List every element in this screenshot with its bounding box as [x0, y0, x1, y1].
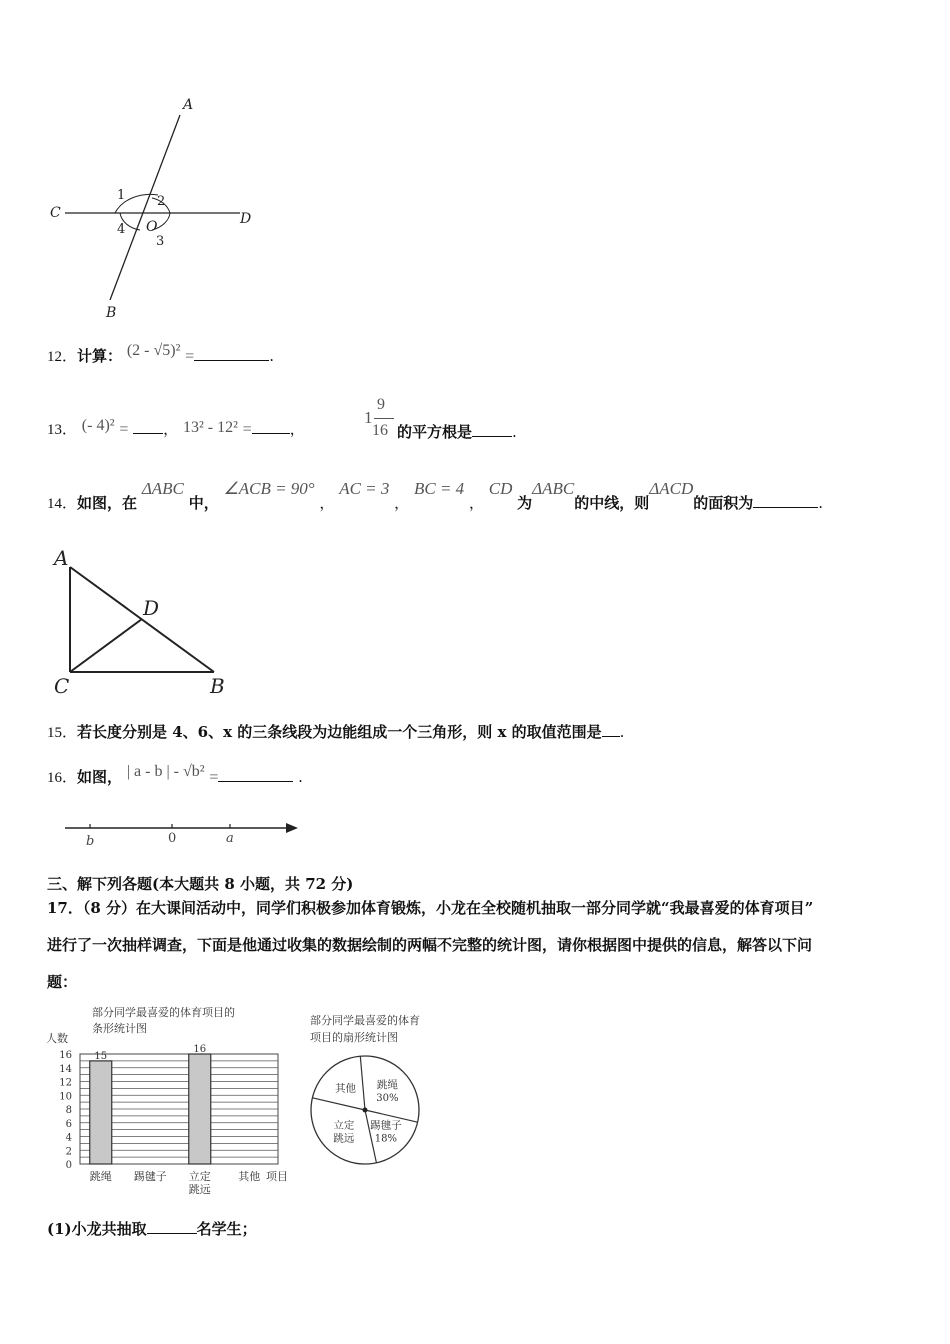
question-13: 13． (- 4)² = ， 13² - 12² = ， [47, 417, 305, 438]
bar-chart-category-label: 踢毽子 [133, 1170, 167, 1183]
section-title: 三、解下列各题(本大题共 8 小题，共 72 分) [47, 875, 354, 893]
pie-chart-center [363, 1108, 368, 1113]
q13-mixed-fraction: 1 9 16 [360, 396, 400, 446]
answer-blank[interactable] [147, 1219, 197, 1234]
question-17-line2: 进行了一次抽样调查，下面是他通过收集的数据绘制的两幅不完整的统计图，请你根据图中提供的信息，解答以下问 [47, 936, 813, 954]
tri-label-C: C [54, 674, 70, 698]
bar-chart-category-label: 其他 [238, 1170, 261, 1183]
pie-chart-slice-label: 踢毽子 [370, 1119, 402, 1132]
label-1: 1 [117, 188, 126, 203]
label-O: O [146, 219, 158, 235]
question-17-line1: 17．（8 分）在大课间活动中，同学们积极参加体育锻炼，小龙在全校随机抽取一部分同学就“我最喜爱的体育项目” [47, 899, 814, 917]
label-A: A [183, 97, 194, 113]
bar-chart-ytick: 12 [59, 1077, 72, 1089]
number-line-figure [60, 815, 305, 850]
question-16: 16．如图， | a - b | - √b² = . [47, 763, 303, 786]
q12-expression: (2 - √5)² [126, 342, 181, 359]
label-B: B [106, 305, 117, 321]
nl-label-0: 0 [168, 831, 177, 846]
tri-label-B: B [210, 674, 225, 698]
bar-chart [40, 1000, 300, 1200]
bar-chart-title-line2: 条形统计图 [92, 1022, 147, 1035]
bar-chart-ytick: 2 [65, 1146, 72, 1158]
answer-blank[interactable] [472, 422, 512, 437]
bar-chart-ytick: 10 [59, 1091, 72, 1103]
q13-tail: 的平方根是 . [397, 423, 517, 441]
pie-chart-title-line1: 部分同学最喜爱的体育 [310, 1014, 420, 1027]
pie-chart-percent-label: 18% [374, 1133, 397, 1145]
answer-blank[interactable] [753, 493, 818, 508]
pie-chart-slice-label: 跳远 [333, 1132, 355, 1145]
q13-expression-1: (- 4)² [81, 417, 115, 434]
bar-chart-ytick: 8 [65, 1105, 72, 1116]
label-3: 3 [156, 234, 165, 249]
q16-expression: | a - b | - √b² [126, 763, 205, 780]
pie-chart-slice-label: 立定 [333, 1119, 355, 1132]
bar-chart-ytick: 0 [65, 1160, 72, 1171]
question-14: 14．如图，在 ΔABC 中， ∠ACB = 90° ， AC = 3 ， BC = 4 ， CD 为ΔABC的中线，则ΔACD的面积为 . [47, 479, 824, 512]
tri-label-D: D [143, 596, 160, 620]
pie-chart-slice-label: 跳绳 [376, 1079, 398, 1092]
q13-expression-2: 13² - 12² [182, 419, 238, 436]
tri-label-A: A [54, 546, 69, 570]
bar-chart-ytick: 6 [65, 1118, 72, 1130]
bar-chart-ylabel: 人数 [46, 1032, 68, 1045]
label-D: D [240, 211, 252, 227]
bar-chart-category-label: 立定 [188, 1170, 211, 1183]
pie-chart-slice-label: 其他 [335, 1082, 357, 1095]
bar-chart-value-label: 16 [193, 1044, 207, 1055]
question-15: 15．若长度分别是 4、6、x 的三条线段为边能组成一个三角形，则 x 的取值范围是 . [47, 723, 625, 741]
answer-blank[interactable] [194, 346, 269, 361]
bar-chart-ytick: 4 [65, 1132, 72, 1144]
pie-chart-title-line2: 项目的扇形统计图 [310, 1031, 398, 1044]
label-2: 2 [157, 194, 166, 209]
nl-label-a: a [226, 831, 234, 846]
label-4: 4 [117, 222, 126, 237]
nl-label-b: b [86, 834, 95, 849]
pie-chart-percent-label: 30% [376, 1093, 399, 1105]
question-12: 12．计算： (2 - √5)² = . [47, 342, 274, 365]
bar-chart-xlabel: 项目 [266, 1170, 288, 1183]
bar-chart-category-label: 跳绳 [89, 1170, 112, 1183]
answer-blank[interactable] [252, 419, 290, 434]
question-17-sub1: (1)小龙共抽取 名学生； [47, 1220, 257, 1238]
angle-figure [40, 95, 270, 325]
bar-chart-bar [189, 1054, 211, 1164]
bar-chart-title-line1: 部分同学最喜爱的体育项目的 [92, 1006, 235, 1019]
answer-blank[interactable] [133, 419, 163, 434]
triangle-figure [48, 545, 238, 700]
bar-chart-bar [90, 1061, 112, 1164]
label-C: C [50, 205, 61, 221]
bar-chart-category-label: 跳远 [188, 1183, 211, 1196]
bar-chart-ytick: 16 [59, 1050, 72, 1061]
answer-blank[interactable] [218, 767, 293, 782]
bar-chart-value-label: 15 [94, 1050, 108, 1062]
answer-blank[interactable] [602, 722, 620, 737]
question-17-line3: 题： [47, 973, 78, 991]
pie-chart [305, 1010, 475, 1175]
bar-chart-ytick: 14 [59, 1063, 72, 1075]
